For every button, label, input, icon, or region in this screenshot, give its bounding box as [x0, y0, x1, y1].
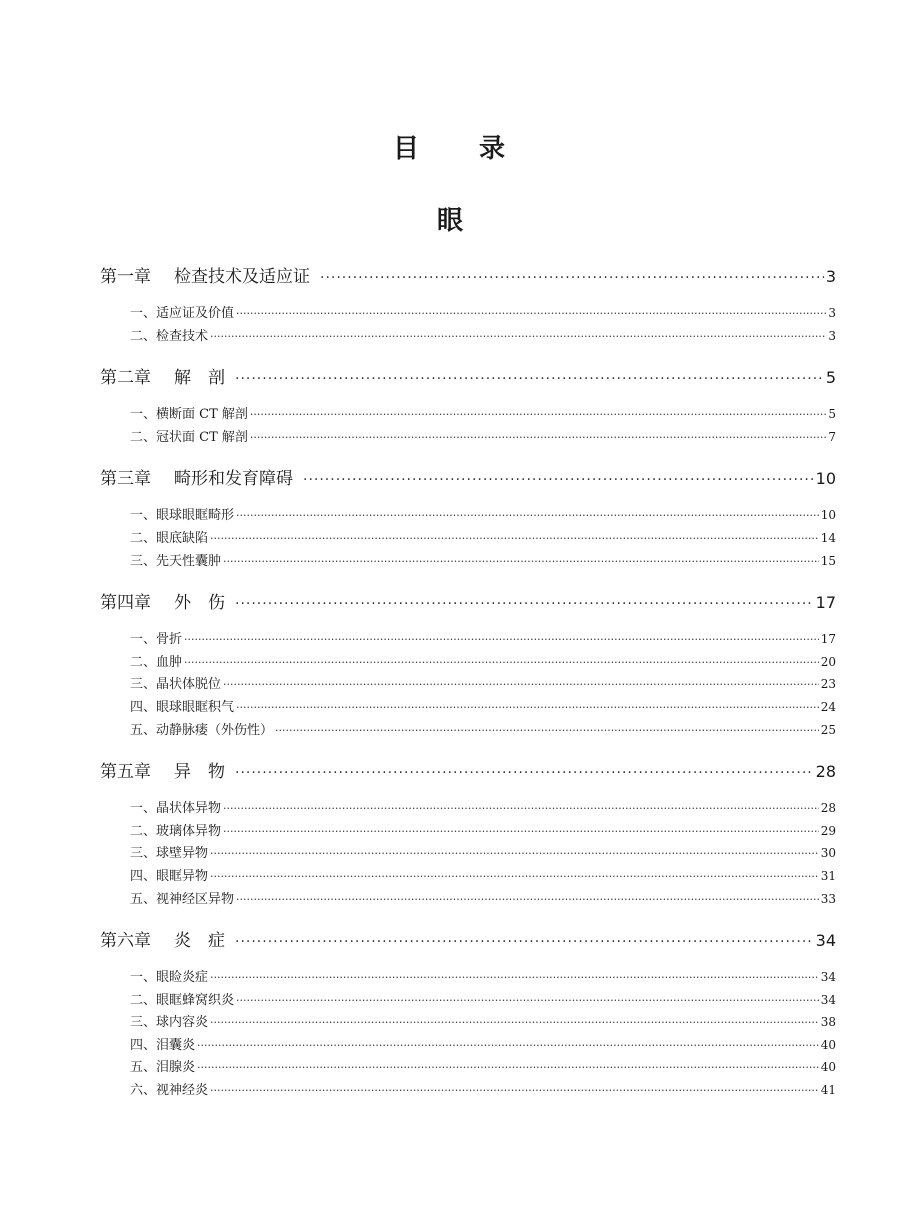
section-label: 一、眼球眼眶畸形	[130, 508, 235, 524]
chapter-block	[100, 924, 836, 1102]
section-title: 眼	[436, 206, 463, 236]
section-entry[interactable]	[100, 628, 836, 651]
section-page: 23	[820, 677, 836, 692]
dot-leader	[236, 889, 819, 912]
dot-leader	[235, 362, 824, 396]
chapter-name: 炎 症	[174, 931, 225, 952]
section-page: 40	[820, 1060, 836, 1075]
dot-leader	[210, 866, 819, 889]
section-entry[interactable]	[100, 426, 836, 449]
dot-leader	[210, 967, 819, 990]
chapter-entry[interactable]	[100, 924, 836, 958]
chapter-number: 第六章	[100, 931, 151, 952]
section-page: 15	[820, 553, 836, 568]
dot-leader	[197, 1035, 819, 1058]
chapter-block	[100, 260, 836, 347]
dot-leader	[250, 427, 826, 450]
section-label: 一、适应证及价值	[130, 306, 235, 321]
section-entry[interactable]	[100, 1011, 836, 1034]
section-label: 二、冠状面 CT 解剖	[130, 429, 248, 445]
section-entry[interactable]	[100, 1079, 836, 1102]
dot-leader	[236, 505, 819, 528]
dot-leader	[235, 925, 814, 959]
section-label: 一、眼睑炎症	[130, 970, 209, 986]
chapter-page: 10	[815, 469, 836, 489]
chapter-number: 第三章	[100, 469, 151, 490]
chapter-number: 第二章	[100, 368, 151, 389]
chapter-entry[interactable]	[100, 755, 836, 789]
section-label: 一、晶状体异物	[130, 801, 222, 817]
section-page: 40	[820, 1037, 836, 1052]
section-label: 二、眼眶蜂窝织炎	[130, 992, 235, 1008]
section-entry[interactable]	[100, 820, 836, 843]
section-page: 5	[828, 407, 836, 422]
chapter-block	[100, 586, 836, 741]
chapter-number: 第一章	[100, 267, 151, 287]
section-page: 28	[820, 801, 836, 816]
section-entry[interactable]	[100, 797, 836, 820]
section-page: 41	[820, 1083, 836, 1098]
chapter-entry[interactable]	[100, 462, 836, 496]
chapter-page: 3	[825, 267, 836, 286]
section-entry[interactable]	[100, 696, 836, 719]
dot-leader	[250, 404, 826, 427]
section-page: 29	[820, 823, 836, 838]
dot-leader	[210, 1012, 819, 1035]
table-of-contents	[100, 260, 836, 1102]
chapter-page: 17	[815, 593, 836, 613]
section-entry[interactable]	[100, 966, 836, 989]
section-page: 33	[820, 891, 836, 906]
section-entry[interactable]	[100, 550, 836, 573]
section-page: 7	[828, 429, 836, 444]
dot-leader	[275, 720, 819, 743]
section-page: 20	[820, 654, 836, 669]
section-label: 五、泪腺炎	[130, 1060, 196, 1076]
dot-leader	[210, 843, 819, 866]
chapter-number: 第四章	[100, 593, 151, 614]
section-label: 三、球壁异物	[130, 846, 209, 862]
chapter-block	[100, 462, 836, 572]
dot-leader	[320, 261, 824, 295]
page-title	[0, 128, 900, 165]
section-label: 二、检查技术	[130, 328, 209, 344]
section-label: 四、泪囊炎	[130, 1037, 196, 1053]
section-page: 34	[820, 992, 836, 1007]
chapter-name: 解 剖	[174, 368, 225, 389]
section-page: 31	[820, 868, 836, 883]
section-page: 24	[820, 699, 836, 714]
dot-leader	[223, 551, 819, 574]
section-label: 三、球内容炎	[130, 1015, 209, 1031]
section-entry[interactable]	[100, 989, 836, 1012]
section-label: 六、视神经炎	[130, 1083, 209, 1099]
dot-leader	[223, 821, 819, 844]
dot-leader	[236, 303, 826, 326]
section-label: 四、眼球眼眶积气	[130, 699, 235, 715]
section-label: 二、玻璃体异物	[130, 823, 222, 839]
section-page: 3	[828, 328, 836, 343]
dot-leader	[236, 697, 819, 720]
chapter-entry[interactable]	[100, 260, 836, 294]
section-label: 一、骨折	[130, 632, 183, 648]
chapter-name: 异 物	[174, 762, 225, 783]
dot-leader	[303, 463, 814, 497]
chapter-entry[interactable]	[100, 361, 836, 395]
section-entry[interactable]	[100, 888, 836, 911]
section-label: 二、眼底缺陷	[130, 530, 209, 546]
dot-leader	[210, 326, 826, 349]
section-label: 一、横断面 CT 解剖	[130, 407, 248, 423]
section-page: 30	[820, 846, 836, 861]
section-label: 五、动静脉瘘（外伤性）	[130, 722, 274, 738]
section-label: 三、先天性囊肿	[130, 553, 222, 569]
section-page: 17	[820, 632, 836, 647]
section-entry[interactable]	[100, 842, 836, 865]
dot-leader	[184, 652, 819, 675]
dot-leader	[235, 756, 814, 790]
dot-leader	[223, 674, 819, 697]
dot-leader	[197, 1057, 819, 1080]
section-entry[interactable]	[100, 527, 836, 550]
section-page: 14	[820, 530, 836, 545]
section-entry[interactable]	[100, 302, 836, 325]
dot-leader	[184, 629, 819, 652]
section-entry[interactable]	[100, 865, 836, 888]
section-entry[interactable]	[100, 325, 836, 348]
section-label: 四、眼眶异物	[130, 868, 209, 884]
section-page: 10	[820, 508, 836, 523]
page-title-left: 目	[392, 134, 421, 164]
dot-leader	[210, 528, 819, 551]
chapter-block	[100, 755, 836, 910]
dot-leader	[210, 1080, 819, 1103]
chapter-entry[interactable]	[100, 586, 836, 620]
dot-leader	[235, 587, 814, 621]
section-page: 3	[828, 306, 836, 320]
chapter-page: 28	[815, 762, 836, 782]
section-page: 38	[820, 1015, 836, 1030]
section-entry[interactable]	[100, 1056, 836, 1079]
section-entry[interactable]	[100, 651, 836, 674]
chapter-page: 5	[825, 368, 836, 388]
section-entry[interactable]	[100, 719, 836, 742]
section-label: 二、血肿	[130, 654, 183, 670]
chapter-page: 34	[815, 931, 836, 951]
dot-leader	[223, 798, 819, 821]
chapter-number: 第五章	[100, 762, 151, 783]
chapter-name: 外 伤	[174, 593, 225, 614]
section-entry[interactable]	[100, 403, 836, 426]
chapter-block	[100, 361, 836, 448]
chapter-name: 畸形和发育障碍	[174, 469, 293, 490]
section-label: 五、视神经区异物	[130, 891, 235, 907]
page-title-right: 录	[479, 134, 508, 164]
section-entry[interactable]	[100, 504, 836, 527]
dot-leader	[236, 990, 819, 1013]
chapter-name: 检查技术及适应证	[174, 267, 310, 287]
section-label: 三、晶状体脱位	[130, 677, 222, 693]
section-entry[interactable]	[100, 1034, 836, 1057]
section-page: 34	[820, 970, 836, 985]
section-page: 25	[820, 722, 836, 737]
section-entry[interactable]	[100, 673, 836, 696]
